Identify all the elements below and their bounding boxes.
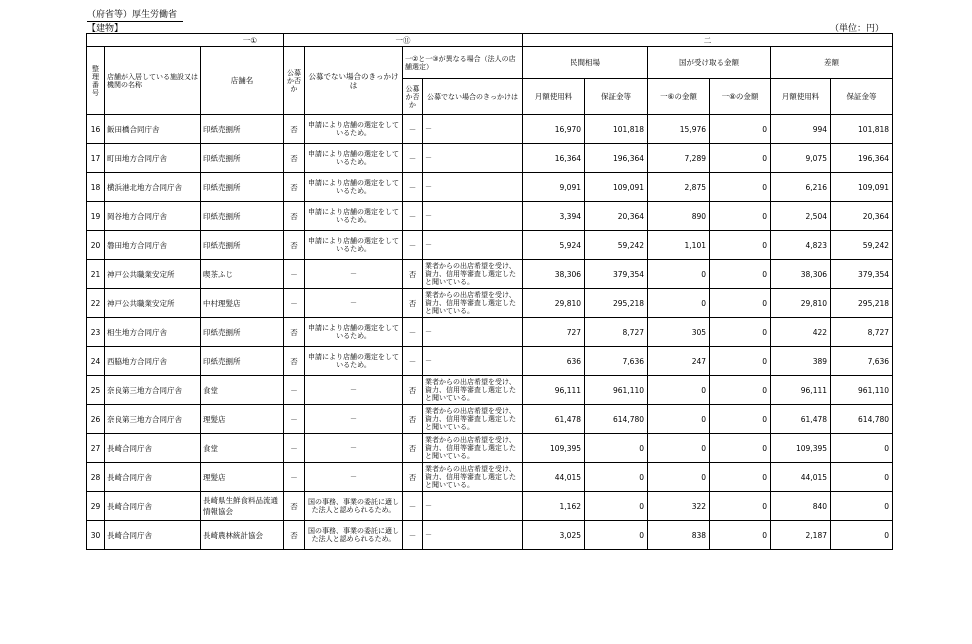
state-amount8: 0	[710, 318, 771, 347]
diff-monthly-fee: 4,823	[771, 231, 831, 260]
state-amount6: 2,875	[648, 173, 710, 202]
diff-non-public-reason: 業者からの出店希望を受け、資力、信用等審査し選定したと聞いている。	[423, 405, 523, 434]
public-bid-value: －	[284, 463, 305, 492]
market-deposit: 614,780	[585, 405, 648, 434]
non-public-reason: －	[305, 260, 403, 289]
diff-monthly-header: 月額使用料	[771, 79, 831, 115]
state-amount6: 247	[648, 347, 710, 376]
public-bid-value: 否	[284, 492, 305, 521]
diff-public-bid-value: －	[403, 318, 423, 347]
facility-name: 西脇地方合同庁舎	[105, 347, 201, 376]
row-number: 21	[87, 260, 105, 289]
non-public-reason: －	[305, 434, 403, 463]
store-name: 食堂	[201, 434, 284, 463]
table-row	[87, 405, 893, 434]
state-amount6: 890	[648, 202, 710, 231]
state-amount6: 0	[648, 434, 710, 463]
state-amount6: 0	[648, 405, 710, 434]
public-bid-value: －	[284, 260, 305, 289]
diff-monthly-fee: 96,111	[771, 376, 831, 405]
diff-non-public-reason-header: 公募でない場合のきっかけは	[423, 79, 523, 115]
diff-non-public-reason: 業者からの出店希望を受け、資力、信用等審査し選定したと聞いている。	[423, 463, 523, 492]
ministry-label: （府省等）厚生労働省	[87, 10, 178, 20]
row-number: 26	[87, 405, 105, 434]
store-name: 印紙売捌所	[201, 231, 284, 260]
facility-name: 岡谷地方合同庁舎	[105, 202, 201, 231]
market-deposit: 295,218	[585, 289, 648, 318]
market-deposit: 109,091	[585, 173, 648, 202]
row-number: 29	[87, 492, 105, 521]
diff-deposit: 101,818	[831, 115, 893, 144]
diff-public-bid-value: 否	[403, 463, 423, 492]
state-amount8: 0	[710, 115, 771, 144]
public-bid-value: －	[284, 434, 305, 463]
table-row	[87, 463, 893, 492]
diff-public-bid-header: 公募か否か	[403, 79, 423, 115]
table-row	[87, 173, 893, 202]
diff-monthly-fee: 29,810	[771, 289, 831, 318]
store-name: 長崎農林統計協会	[201, 521, 284, 550]
market-monthly-fee: 16,970	[523, 115, 585, 144]
diff-monthly-fee: 840	[771, 492, 831, 521]
market-monthly-fee: 44,015	[523, 463, 585, 492]
row-number: 25	[87, 376, 105, 405]
non-public-reason: －	[305, 463, 403, 492]
private-equiv-header: 民間相場	[523, 47, 648, 79]
store-name: 印紙売捌所	[201, 318, 284, 347]
facility-name: 神戸公共職業安定所	[105, 260, 201, 289]
facility-name: 磐田地方合同庁舎	[105, 231, 201, 260]
public-bid-header: 公募か否か	[284, 47, 305, 115]
diff-public-bid-value: 否	[403, 289, 423, 318]
facility-name: 長崎合同庁舎	[105, 492, 201, 521]
market-deposit: 7,636	[585, 347, 648, 376]
diff-monthly-fee: 2,504	[771, 202, 831, 231]
seq-header: 整理番号	[87, 47, 105, 115]
state-amount8: 0	[710, 521, 771, 550]
diff-public-bid-value: －	[403, 115, 423, 144]
market-deposit: 379,354	[585, 260, 648, 289]
non-public-reason: 申請により店舗の選定をしているため。	[305, 318, 403, 347]
state-amount8: 0	[710, 260, 771, 289]
diff-non-public-reason: 業者からの出店希望を受け、資力、信用等審査し選定したと聞いている。	[423, 260, 523, 289]
market-deposit: 961,110	[585, 376, 648, 405]
non-public-reason: －	[305, 376, 403, 405]
facility-name: 横浜港北地方合同庁舎	[105, 173, 201, 202]
table-row	[87, 260, 893, 289]
non-public-reason: －	[305, 405, 403, 434]
diff-public-bid-value: －	[403, 144, 423, 173]
state-amount8: 0	[710, 173, 771, 202]
diff-public-bid-value: 否	[403, 260, 423, 289]
non-public-reason: 国の事務、事業の委託に適した法人と認められるため。	[305, 521, 403, 550]
market-monthly-fee: 1,162	[523, 492, 585, 521]
table-row	[87, 289, 893, 318]
table-row	[87, 202, 893, 231]
market-deposit: 59,242	[585, 231, 648, 260]
facility-name: 相生地方合同庁舎	[105, 318, 201, 347]
market-deposit: 0	[585, 521, 648, 550]
market-monthly-fee: 3,025	[523, 521, 585, 550]
market-monthly-fee: 3,394	[523, 202, 585, 231]
diff-deposit: 7,636	[831, 347, 893, 376]
state-amount8: 0	[710, 492, 771, 521]
row-number: 19	[87, 202, 105, 231]
market-monthly-fee: 38,306	[523, 260, 585, 289]
table-row	[87, 347, 893, 376]
group1-header: 一①	[87, 34, 284, 47]
diff-deposit: 295,218	[831, 289, 893, 318]
ministry-underline	[87, 21, 183, 22]
diff-monthly-fee: 2,187	[771, 521, 831, 550]
diff-public-bid-value: 否	[403, 376, 423, 405]
table-row	[87, 144, 893, 173]
state-amount6: 1,101	[648, 231, 710, 260]
diff-non-public-reason: －	[423, 492, 523, 521]
row-number: 23	[87, 318, 105, 347]
diff-non-public-reason: －	[423, 318, 523, 347]
diff-monthly-fee: 44,015	[771, 463, 831, 492]
diff-case-header: 一②と一③が異なる場合（法人の店舗選定）	[403, 47, 523, 79]
store-name: 理髪店	[201, 463, 284, 492]
public-bid-value: 否	[284, 318, 305, 347]
store-name: 印紙売捌所	[201, 347, 284, 376]
market-deposit: 101,818	[585, 115, 648, 144]
store-table	[86, 33, 893, 550]
state-amount8: 0	[710, 347, 771, 376]
diff-deposit: 614,780	[831, 405, 893, 434]
public-bid-value: 否	[284, 231, 305, 260]
row-number: 27	[87, 434, 105, 463]
diff-non-public-reason: －	[423, 144, 523, 173]
state-amount6: 15,976	[648, 115, 710, 144]
diff-deposit: 59,242	[831, 231, 893, 260]
diff-deposit: 196,364	[831, 144, 893, 173]
state-amount6: 305	[648, 318, 710, 347]
diff-non-public-reason: 業者からの出店希望を受け、資力、信用等審査し選定したと聞いている。	[423, 376, 523, 405]
diff-public-bid-value: －	[403, 173, 423, 202]
store-name: 印紙売捌所	[201, 144, 284, 173]
table-row	[87, 376, 893, 405]
diff-public-bid-value: －	[403, 492, 423, 521]
market-deposit: 20,364	[585, 202, 648, 231]
market-deposit: 0	[585, 492, 648, 521]
monthly-fee-header: 月額使用料	[523, 79, 585, 115]
diff-non-public-reason: －	[423, 347, 523, 376]
diff-deposit: 0	[831, 434, 893, 463]
deposit-header: 保証金等	[585, 79, 648, 115]
facility-name: 奈良第三地方合同庁舎	[105, 376, 201, 405]
table-row	[87, 434, 893, 463]
diff-monthly-fee: 38,306	[771, 260, 831, 289]
diff-monthly-fee: 422	[771, 318, 831, 347]
market-monthly-fee: 16,364	[523, 144, 585, 173]
row-number: 18	[87, 173, 105, 202]
state-amount6: 838	[648, 521, 710, 550]
diff-deposit: 0	[831, 463, 893, 492]
category-label: 【建物】	[87, 24, 124, 34]
table-row	[87, 115, 893, 144]
unit-label: （単位：円）	[829, 24, 884, 34]
market-monthly-fee: 61,478	[523, 405, 585, 434]
diff-monthly-fee: 6,216	[771, 173, 831, 202]
non-public-reason: 申請により店舗の選定をしているため。	[305, 144, 403, 173]
facility-name: 奈良第三地方合同庁舎	[105, 405, 201, 434]
state-amount6: 322	[648, 492, 710, 521]
market-deposit: 8,727	[585, 318, 648, 347]
table-row	[87, 231, 893, 260]
facility-name: 長崎合同庁舎	[105, 434, 201, 463]
state-receive-header: 国が受け取る金額	[648, 47, 771, 79]
state-amount8: 0	[710, 289, 771, 318]
diff-deposit: 0	[831, 521, 893, 550]
diff-public-bid-value: －	[403, 202, 423, 231]
state-amount8: 0	[710, 144, 771, 173]
diff-non-public-reason: －	[423, 521, 523, 550]
diff-deposit: 379,354	[831, 260, 893, 289]
row-number: 17	[87, 144, 105, 173]
market-monthly-fee: 9,091	[523, 173, 585, 202]
market-monthly-fee: 109,395	[523, 434, 585, 463]
diff-public-bid-value: －	[403, 521, 423, 550]
diff-monthly-fee: 994	[771, 115, 831, 144]
diff-deposit: 109,091	[831, 173, 893, 202]
diff-deposit: 20,364	[831, 202, 893, 231]
table-row	[87, 492, 893, 521]
store-name: 印紙売捌所	[201, 173, 284, 202]
non-public-reason: －	[305, 289, 403, 318]
market-monthly-fee: 727	[523, 318, 585, 347]
public-bid-value: 否	[284, 115, 305, 144]
facility-name: 神戸公共職業安定所	[105, 289, 201, 318]
row-number: 24	[87, 347, 105, 376]
row-number: 30	[87, 521, 105, 550]
state-amount6: 0	[648, 289, 710, 318]
diff-public-bid-value: 否	[403, 405, 423, 434]
row-number: 28	[87, 463, 105, 492]
state-amount8: 0	[710, 231, 771, 260]
non-public-reason: 申請により店舗の選定をしているため。	[305, 115, 403, 144]
state-amount8: 0	[710, 405, 771, 434]
store-name: 理髪店	[201, 405, 284, 434]
diff-monthly-fee: 389	[771, 347, 831, 376]
amount8-header: 一⑧の金額	[710, 79, 771, 115]
non-public-reason-header: 公募でない場合のきっかけは	[305, 47, 403, 115]
row-number: 16	[87, 115, 105, 144]
public-bid-value: －	[284, 405, 305, 434]
state-amount6: 0	[648, 260, 710, 289]
public-bid-value: －	[284, 289, 305, 318]
diff-non-public-reason: 業者からの出店希望を受け、資力、信用等審査し選定したと聞いている。	[423, 289, 523, 318]
diff-non-public-reason: －	[423, 231, 523, 260]
diff-public-bid-value: －	[403, 231, 423, 260]
market-monthly-fee: 636	[523, 347, 585, 376]
market-deposit: 196,364	[585, 144, 648, 173]
facility-name: 飯田橋合同庁舎	[105, 115, 201, 144]
non-public-reason: 申請により店舗の選定をしているため。	[305, 347, 403, 376]
store-header: 店舗名	[201, 47, 284, 115]
market-monthly-fee: 29,810	[523, 289, 585, 318]
public-bid-value: 否	[284, 521, 305, 550]
diff-deposit: 8,727	[831, 318, 893, 347]
non-public-reason: 申請により店舗の選定をしているため。	[305, 173, 403, 202]
store-name: 中村理髪店	[201, 289, 284, 318]
market-deposit: 0	[585, 434, 648, 463]
table-row	[87, 318, 893, 347]
store-name: 食堂	[201, 376, 284, 405]
store-name: 喫茶ふじ	[201, 260, 284, 289]
state-amount8: 0	[710, 202, 771, 231]
diff-deposit: 961,110	[831, 376, 893, 405]
diff-non-public-reason: －	[423, 202, 523, 231]
state-amount6: 0	[648, 463, 710, 492]
public-bid-value: 否	[284, 173, 305, 202]
store-name: 長崎県生鮮食料品流通情報協会	[201, 492, 284, 521]
diff-monthly-fee: 109,395	[771, 434, 831, 463]
market-monthly-fee: 5,924	[523, 231, 585, 260]
diff-non-public-reason: －	[423, 115, 523, 144]
facility-name: 長崎合同庁舎	[105, 521, 201, 550]
market-deposit: 0	[585, 463, 648, 492]
public-bid-value: －	[284, 376, 305, 405]
diff-deposit: 0	[831, 492, 893, 521]
difference-header: 差額	[771, 47, 893, 79]
state-amount6: 0	[648, 376, 710, 405]
non-public-reason: 申請により店舗の選定をしているため。	[305, 202, 403, 231]
non-public-reason: 国の事務、事業の委託に適した法人と認められるため。	[305, 492, 403, 521]
facility-name: 長崎合同庁舎	[105, 463, 201, 492]
diff-monthly-fee: 61,478	[771, 405, 831, 434]
public-bid-value: 否	[284, 202, 305, 231]
amount6-header: 一⑥の金額	[648, 79, 710, 115]
public-bid-value: 否	[284, 144, 305, 173]
row-number: 20	[87, 231, 105, 260]
facility-name: 町田地方合同庁舎	[105, 144, 201, 173]
diff-non-public-reason: －	[423, 173, 523, 202]
state-amount8: 0	[710, 434, 771, 463]
diff-public-bid-value: 否	[403, 434, 423, 463]
state-amount6: 7,289	[648, 144, 710, 173]
store-name: 印紙売捌所	[201, 115, 284, 144]
group3-header: 二	[523, 34, 893, 47]
row-number: 22	[87, 289, 105, 318]
group2-header: 一⑪	[284, 34, 523, 47]
market-monthly-fee: 96,111	[523, 376, 585, 405]
diff-non-public-reason: 業者からの出店希望を受け、資力、信用等審査し選定したと聞いている。	[423, 434, 523, 463]
diff-deposit-header: 保証金等	[831, 79, 893, 115]
state-amount8: 0	[710, 463, 771, 492]
store-name: 印紙売捌所	[201, 202, 284, 231]
non-public-reason: 申請により店舗の選定をしているため。	[305, 231, 403, 260]
diff-public-bid-value: －	[403, 347, 423, 376]
public-bid-value: 否	[284, 347, 305, 376]
diff-monthly-fee: 9,075	[771, 144, 831, 173]
state-amount8: 0	[710, 376, 771, 405]
facility-header: 店舗が入居している施設又は機関の名称	[105, 47, 201, 115]
table-row	[87, 521, 893, 550]
